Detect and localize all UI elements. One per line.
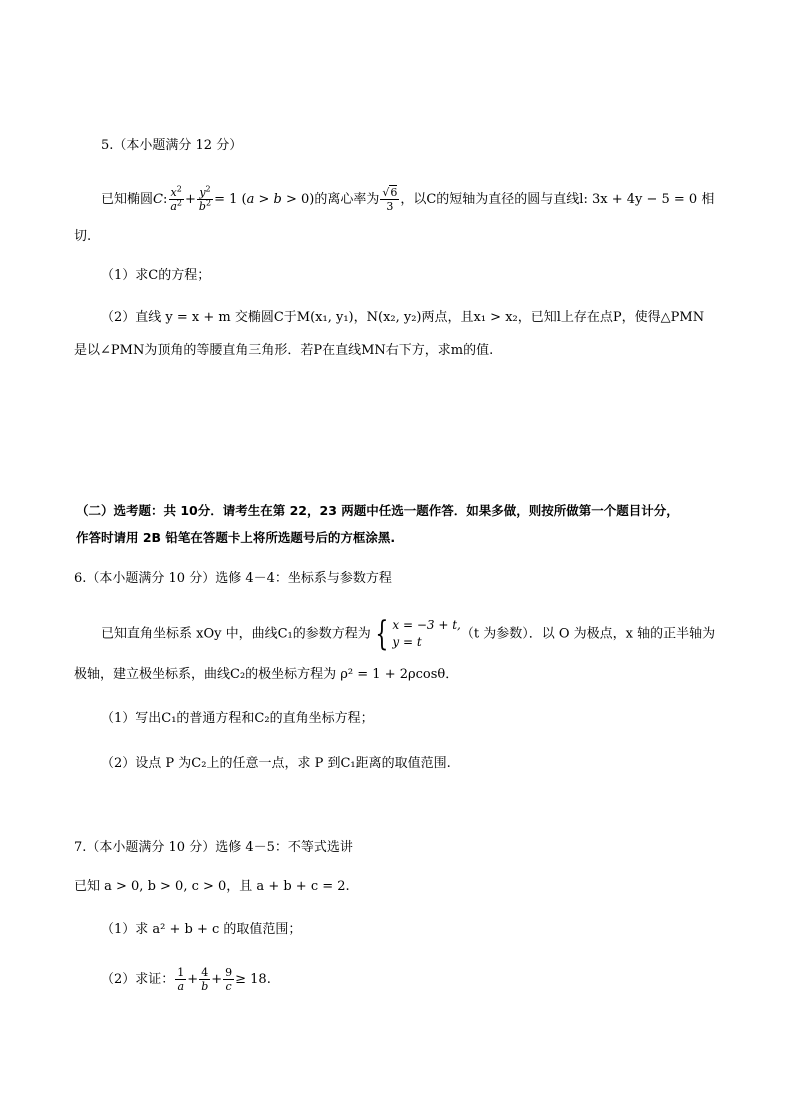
q5-part2-line2: 是以∠PMN为顶角的等腰直角三角形．若P在直线MN右下方，求m的值. bbox=[74, 343, 494, 358]
fraction: $\frac{x^2}{a^2}$ bbox=[170, 184, 183, 213]
q7-part2-suffix: ≥ 18. bbox=[235, 972, 271, 987]
q5-stem-mid: 的离心率为 bbox=[314, 192, 380, 207]
q6-stem-line2: 极轴，建立极坐标系，曲线C₂的极坐标方程为 ρ² = 1 + 2ρcosθ． bbox=[74, 667, 459, 682]
fraction: $\frac{9}{c}$ bbox=[225, 966, 233, 993]
q5-stem-suffix: ，以C的短轴为直径的圆与直线l: 3x + 4y − 5 = 0 相 bbox=[400, 192, 715, 207]
q6-stem bbox=[101, 614, 716, 654]
q6-part2: （2）设点 P 为C₂上的任意一点，求 P 到C₁距离的取值范围. bbox=[101, 756, 451, 771]
q7-part1: （1）求 a² + b + c 的取值范围； bbox=[101, 922, 302, 937]
q7-part2: （2）求证： $\frac{1}{a}$ + $\frac{4}{b}$ + $\frac{9}{c}$ ≥ 18. bbox=[101, 966, 271, 993]
section2-line1: （二）选考题：共 10分．请考生在第 22，23 两题中任选一题作答．如果多做，则按所做第一个题目计分， bbox=[76, 503, 679, 518]
q5-part1: （1）求C的方程； bbox=[101, 268, 211, 283]
q6-eq-row2: y = t bbox=[392, 635, 422, 649]
q5-stem: 已知椭圆C: $\frac{x^2}{a^2}$ + $\frac{y^2}{b^2}$ = 1 (a > b > 0)的离心率为 $\frac{√6}{3}$ ，以C的短轴为直径的圆与直线l: 3x + 4y − 5 = 0 相 bbox=[101, 184, 715, 213]
fraction: $\frac{√6}{3}$ bbox=[382, 186, 398, 213]
q6-stem-suffix: （t 为参数）．以 O 为极点，x 轴的正半轴为 bbox=[460, 626, 716, 642]
fraction: $\frac{y^2}{b^2}$ bbox=[198, 184, 212, 213]
fraction: $\frac{1}{a}$ bbox=[177, 966, 185, 993]
q5-stem-end: 切. bbox=[74, 229, 92, 244]
section2-line2: 作答时请用 2B 铅笔在答题卡上将所选题号后的方框涂黑. bbox=[76, 530, 396, 545]
q5-header: 5.（本小题满分 12 分） bbox=[101, 138, 243, 153]
q6-stem-prefix: 已知直角坐标系 xOy 中，曲线C₁的参数方程为 bbox=[101, 626, 371, 642]
q7-header: 7.（本小题满分 10 分）选修 4－5：不等式选讲 bbox=[74, 840, 353, 855]
q5-part2-line1: （2）直线 y = x + m 交椭圆C于M(x₁, y₁)，N(x₂, y₂)两点，且x₁ > x₂，已知l上存在点P，使得△PMN bbox=[101, 310, 705, 325]
q6-header: 6.（本小题满分 10 分）选修 4－4：坐标系与参数方程 bbox=[74, 571, 392, 586]
q7-part2-prefix: （2）求证： bbox=[101, 972, 175, 987]
q6-part1: （1）写出C₁的普通方程和C₂的直角坐标方程； bbox=[101, 711, 374, 726]
parametric-equation bbox=[371, 614, 461, 654]
q7-stem: 已知 a > 0, b > 0, c > 0，且 a + b + c = 2. bbox=[74, 879, 350, 894]
q6-eq-row1: x = −3 + t, bbox=[392, 618, 461, 632]
brace-icon: { bbox=[375, 614, 389, 654]
fraction: $\frac{4}{b}$ bbox=[201, 966, 209, 993]
q5-stem-prefix: 已知椭圆 bbox=[101, 192, 154, 207]
